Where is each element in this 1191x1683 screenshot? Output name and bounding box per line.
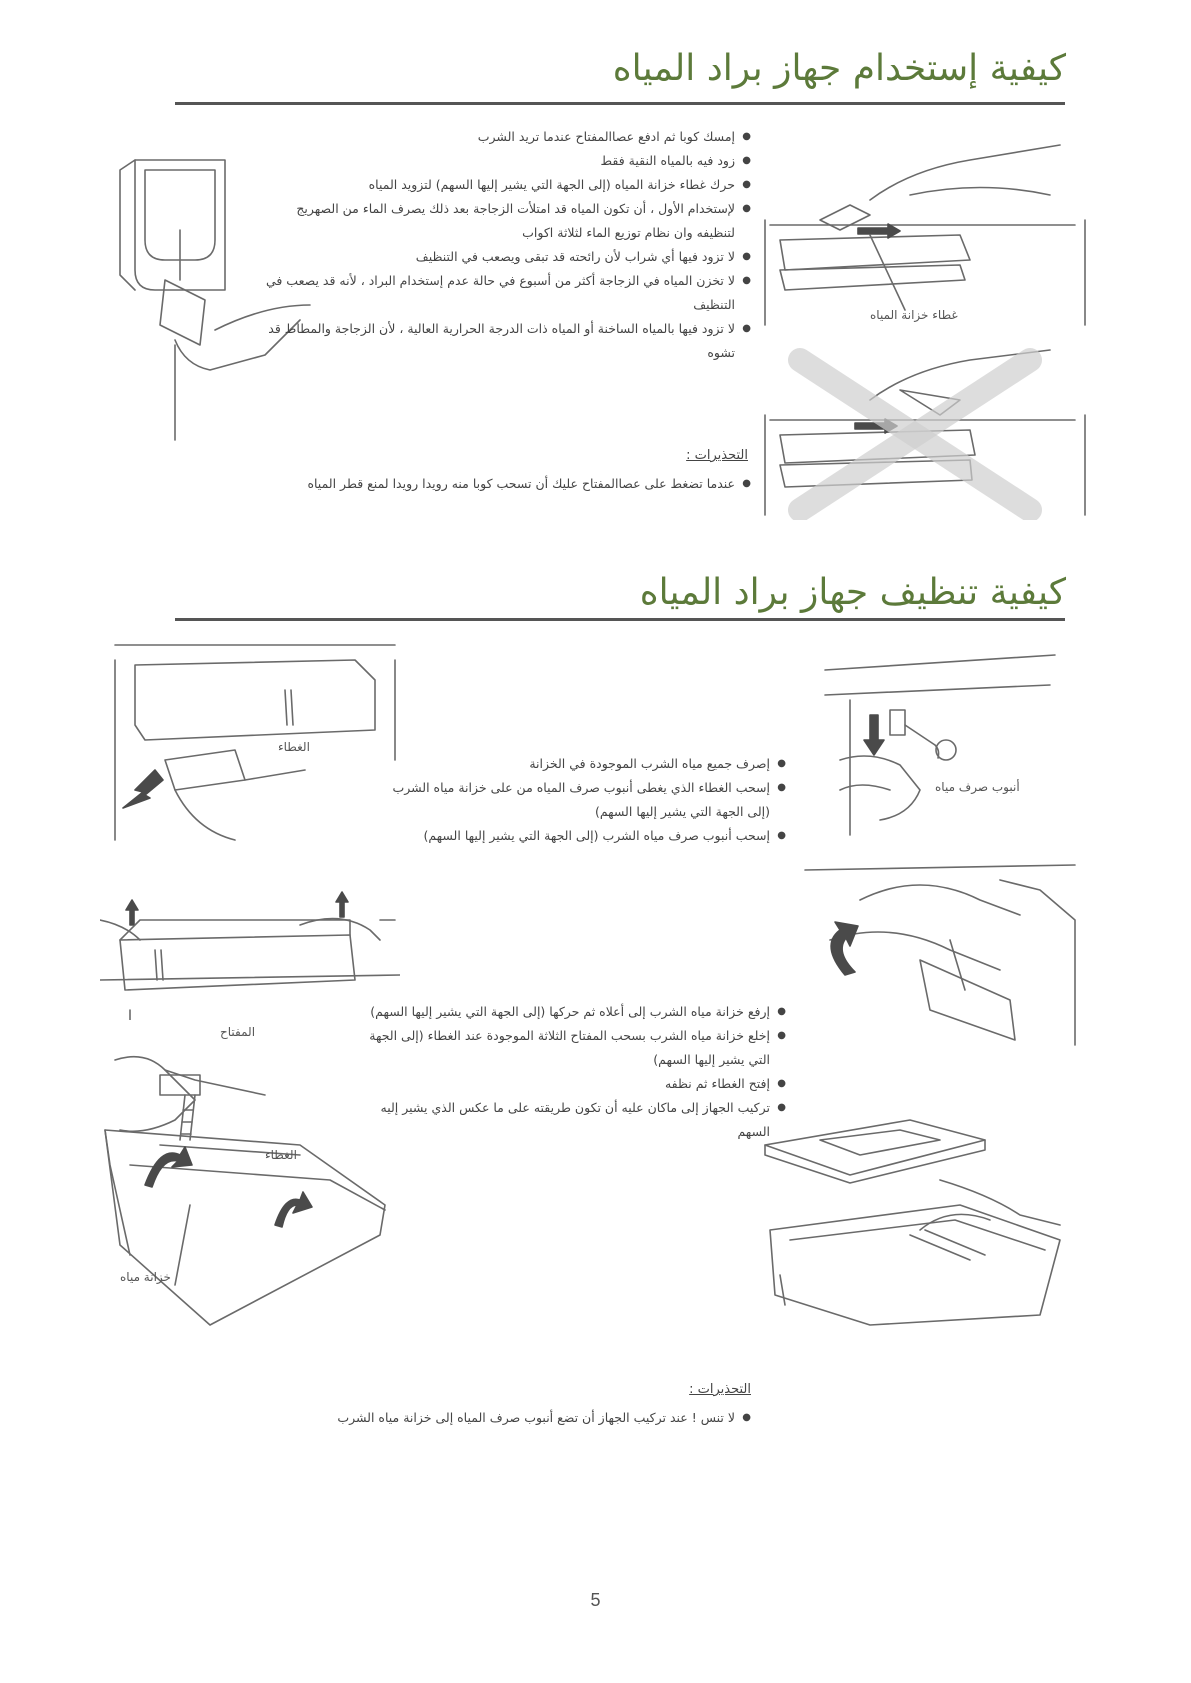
- drain-pipe-illustration: [820, 640, 1060, 840]
- lift-tank-illustration: [100, 880, 400, 1020]
- instruction-item: ● لإستخدام الأول ، أن تكون المياه قد امتلأت الزجاجة بعد ذلك يصرف الماء من الصهريج لتنظيفه وان نظام توزيع الماء لثلاثة اكواب: [261, 197, 751, 245]
- warning-item: ● لا تنس ! عند تركيب الجهاز أن تضع أنبوب صرف المياه إلى خزانة مياه الشرب: [271, 1406, 751, 1430]
- open-tank-illustration: [100, 1125, 410, 1335]
- section-2-warning-title: التحذيرات :: [689, 1382, 751, 1397]
- instruction-item: ● إرفع خزانة مياه الشرب إلى أعلاه ثم حركها (إلى الجهة التي يشير إليها السهم): [346, 1000, 786, 1024]
- section-2-cleaning-instructions: [346, 1000, 786, 1144]
- instruction-item: ● تركيب الجهاز إلى ماكان عليه أن تكون طريقته على ما عكس الذي يشير إليه السهم: [346, 1096, 786, 1144]
- drain-pipe-label: أنبوب صرف مياه: [935, 780, 1020, 794]
- section-2-divider: [175, 618, 1065, 621]
- section-2-warnings: [271, 1406, 751, 1430]
- tank-label: خزانة مياه: [120, 1270, 171, 1284]
- instruction-item: ● زود فيه بالمياه النقية فقط: [261, 149, 751, 173]
- cover-label: غطاء خزانة المياه: [870, 308, 958, 322]
- warning-item: ● عندما تضغط على عصاالمفتاح عليك أن تسحب كوبا منه رويدا رويدا لمنع قطر المياه: [261, 472, 751, 496]
- section-1-warning-title: التحذيرات :: [686, 448, 748, 463]
- instruction-item: ● لا تزود فيها بالمياه الساخنة أو المياه ذات الدرجة الحرارية العالية ، لأن الزجاجة والمطاط قد تشوه: [261, 317, 751, 365]
- instruction-item: ● إسحب الغطاء الذي يغطى أنبوب صرف المياه من على خزانة مياه الشرب (إلى الجهة التي يشير إليها السهم): [366, 776, 786, 824]
- section-1-title: كيفية إستخدام جهاز براد المياه: [612, 48, 1066, 89]
- cover-label: الغطاء: [278, 740, 310, 754]
- instruction-item: ● لا تخزن المياه في الزجاجة أكثر من أسبوع في حالة عدم إستخدام البراد ، لأنه قد يصعب في التنظيف: [261, 269, 751, 317]
- incorrect-filling-illustration: [760, 345, 1090, 520]
- drawer-pull-illustration: [105, 640, 405, 850]
- instruction-item: ● إمسك كوبا ثم ادفع عصاالمفتاح عندما تريد الشرب: [261, 125, 751, 149]
- cover-label-2: الغطاء: [265, 1148, 297, 1162]
- tank-cover-filling-illustration: [760, 140, 1090, 330]
- section-2-drain-instructions: [366, 752, 786, 848]
- key-label: المفتاح: [220, 1025, 256, 1039]
- instruction-item: ● إصرف جميع مياه الشرب الموجودة في الخزانة: [366, 752, 786, 776]
- remove-tank-illustration: [800, 860, 1080, 1050]
- instruction-item: ● لا تزود فيها أي شراب لأن رائحته قد تبقى ويصعب في التنظيف: [261, 245, 751, 269]
- section-2-title: كيفية تنظيف جهاز براد المياه: [639, 572, 1066, 613]
- section-1-warnings: [261, 472, 751, 496]
- page-number: 5: [590, 1590, 601, 1610]
- instruction-item: ● إسحب أنبوب صرف مياه الشرب (إلى الجهة التي يشير إليها السهم): [366, 824, 786, 848]
- instruction-item: ● إخلع خزانة مياه الشرب بسحب المفتاح الثلاثة الموجودة عند الغطاء (إلى الجهة التي يشير إليها السهم): [346, 1024, 786, 1072]
- cleaning-tank-illustration: [760, 1175, 1080, 1335]
- section-1-divider: [175, 102, 1065, 105]
- instruction-item: ● إفتح الغطاء ثم نظفه: [346, 1072, 786, 1096]
- instruction-item: ● حرك غطاء خزانة المياه (إلى الجهة التي يشير إليها السهم) لتزويد المياه: [261, 173, 751, 197]
- section-1-instructions: [261, 125, 751, 365]
